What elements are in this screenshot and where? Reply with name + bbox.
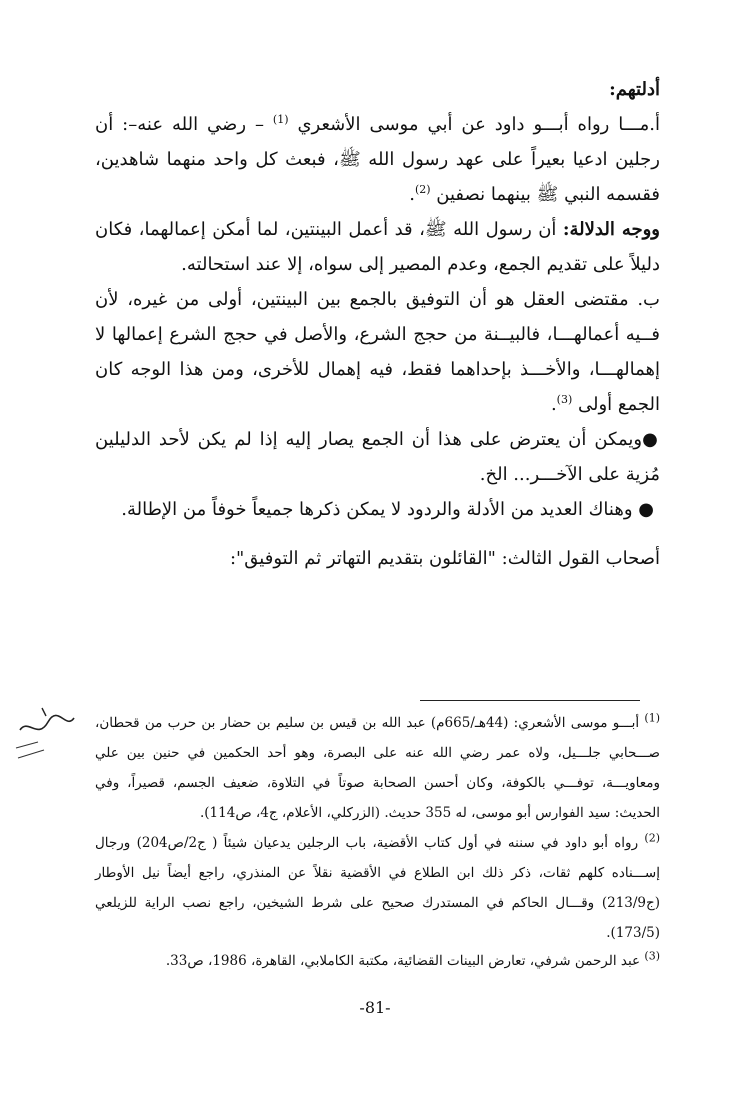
bullet-item [95,492,660,527]
third-opinion-line: أصحاب القول الثالث: "القائلون بتقديم التهاتر ثم التوفيق": [229,548,660,569]
handwritten-margin-note [8,700,88,780]
footnote-ref-1[interactable]: (1) [272,113,289,126]
evidence-a-end: . [409,184,415,205]
evidence-b-paragraph [95,282,660,422]
footnote-text-2: رواه أبو داود في سننه في أول كتاب الأقضية، باب الرجلين يدعيان شيئاً ( ج2/ص204) ورجال إســـناده كلهم ثقات، ذكر ذلك ابن الطلاع في الأقضية نقلاً عن المنذري، راجع أيضاً نيل الأوطار (ج213/9) وقـــال الحاكم في المستدرك صحيح على شرط الشيخين، راجع نصب الراية للزيلعي (173/5). [95,835,660,941]
section-heading: أدلتهم: [609,79,660,100]
indication-paragraph [95,212,660,282]
bullet-item [95,422,660,492]
footnote-2 [95,828,660,948]
evidence-a-prefix: أ.مـــا رواه أبـــو داود عن أبي موسى الأشعري [297,114,660,135]
bullet-dot-icon: ● [638,499,654,520]
bullet-dot-icon: ● [642,429,660,450]
evidence-b-end: . [550,394,557,415]
evidence-a-paragraph [95,107,660,212]
footnote-separator [420,700,640,701]
footnote-number-2: (2) [644,831,660,845]
footnote-1 [95,708,660,828]
footnote-text-3: عبد الرحمن شرفي، تعارض البينات القضائية، مكتبة الكاملابي، القاهرة، 1986، ص33. [165,953,641,969]
bullet-text-1: ويمكن أن يعترض على هذا أن الجمع يصار إليه إذا لم يكن لأحد الدليلين مُزية على الآخـــر... الخ. [95,429,660,485]
page-number: -81- [359,998,391,1017]
evidence-a-text: – رضي الله عنه–: أن رجلين ادعيا بعيراً على عهد رسول الله ﷺ، فبعث كل واحد منهما شاهدين، فقسمه النبي ﷺ بينهما نصفين [95,114,660,205]
footnote-text-1: أبـــو موسى الأشعري: (44هـ/665م) عبد الله بن قيس بن سليم بن حضار بن حرب من قحطان، صـــحابي جلـــيل، ولاه عمر رضي الله عنه على البصرة، وهو أحد الحكمين في حنين بين علي ومعاويـــة، توفـــي بالكوفة، وكان أحسن الصحابة صوتاً في التلاوة، ضعيف الجسم، قصيراً، وفي الحديث: سيد الفوارس أبو موسى، له 355 حديث. (الزركلي، الأعلام، ج4، ص114). [95,715,660,821]
footnote-ref-2[interactable]: (2) [414,183,431,196]
footnote-number-3: (3) [644,949,660,963]
indication-label: ووجه الدلالة: [562,219,660,240]
footnote-3 [95,946,660,976]
bullet-text-2: وهناك العديد من الأدلة والردود لا يمكن ذكرها جميعاً خوفاً من الإطالة. [121,499,633,520]
indication-text: أن رسول الله ﷺ، قد أعمل البينتين، لما أمكن إعمالهما، فكان دليلاً على تقديم الجمع، وعدم المصير إلى سواه، إلا عند استحالته. [95,219,660,275]
footnote-number-1: (1) [644,711,660,725]
evidence-b-text: ب. مقتضى العقل هو أن التوفيق بالجمع بين البينتين، أولى من غيره، لأن فــيه أعمالهـــا، فالبيــنة من حجج الشرع، والأصل في حجج الشرع إعمالها لا إهمالهـــا، والأخـــذ بإحداهما فقط، فيه إهمال للأخرى، ومن هذا الوجه كان الجمع أولى [95,289,660,415]
footnote-ref-3[interactable]: (3) [556,393,573,406]
main-text [95,72,660,576]
